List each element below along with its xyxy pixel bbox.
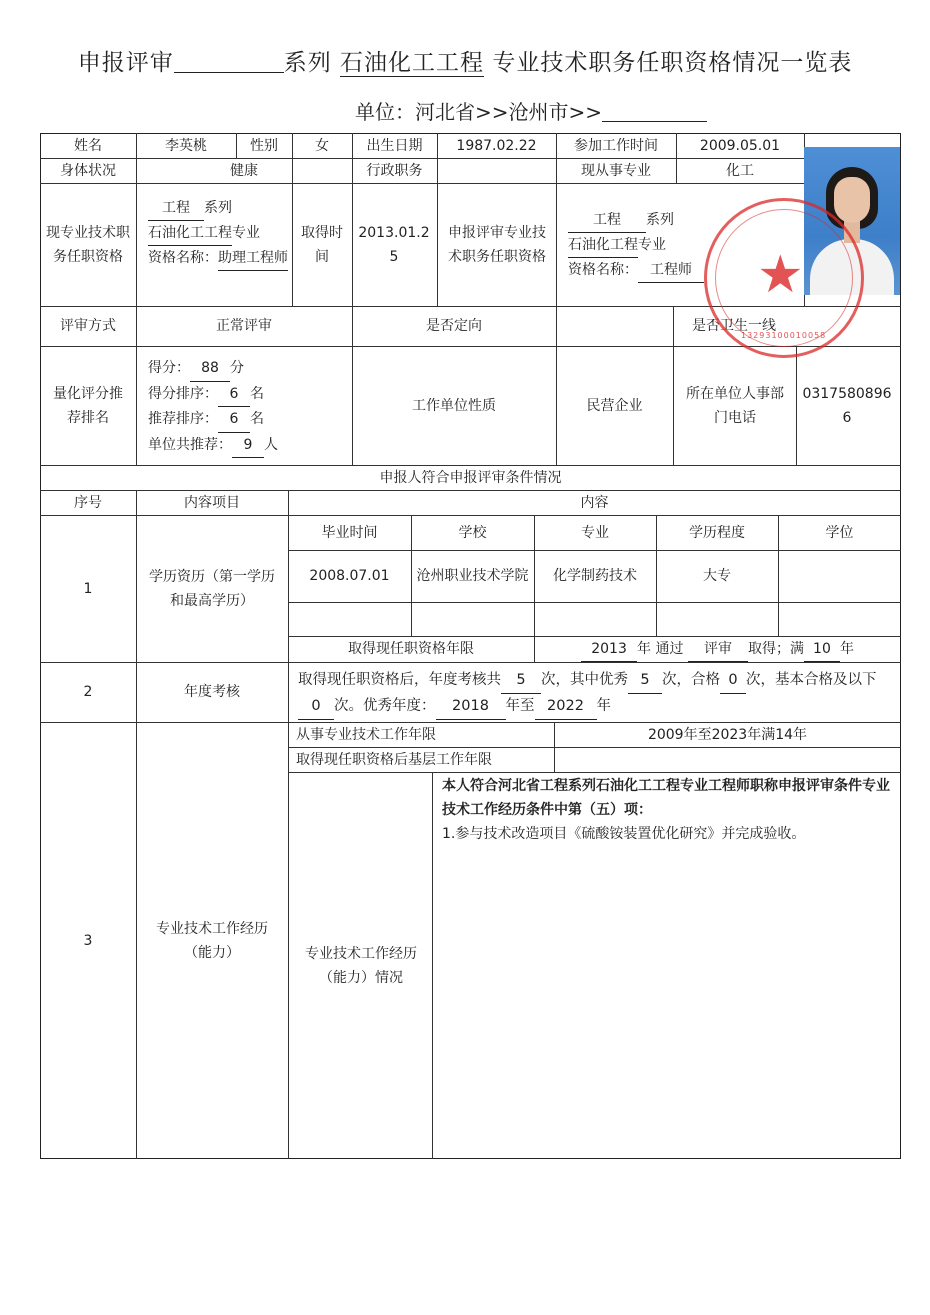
unit-blank (602, 103, 707, 122)
qual-full: 10 (804, 637, 840, 662)
col-no-header: 序号 (74, 494, 102, 511)
unit-line (355, 96, 707, 125)
score-item-label: 得分： (148, 360, 190, 376)
exp-text-2: 1.参与技术改造项目《硫酸铵装置优化研究》并完成验收。 (442, 826, 806, 842)
exp-base-value (554, 747, 901, 772)
exp-no: 3 (83, 932, 93, 949)
col-line (432, 772, 433, 1159)
qual-years-value (534, 636, 901, 662)
admin-post-label: 行政职务 (366, 162, 423, 179)
qual-via: 评审 (688, 637, 748, 662)
annual-excellent: 5 (628, 668, 662, 694)
health-value: 健康 (230, 162, 258, 179)
edu-degree (778, 550, 901, 602)
rec-label: 推荐排序： (148, 411, 218, 427)
qual-eng: 工程 (148, 196, 204, 221)
edu-level: 大专 (703, 568, 731, 584)
seal-number: 13293100010058 (741, 331, 827, 340)
phone-value: 03175808966 (802, 385, 892, 426)
page-title (0, 44, 930, 77)
qual-name: 助理工程师 (218, 246, 288, 271)
qual-get-label: 取得；满 (747, 641, 804, 657)
edu-col-level: 学历程度 (689, 524, 745, 541)
annual-text: 次。优秀年度： (334, 698, 436, 714)
annual-basic: 0 (298, 694, 334, 720)
apply-series: 系列 (646, 212, 674, 228)
current-major-value: 化工 (726, 162, 754, 179)
annual-from: 2018 (436, 694, 506, 720)
qual-year: 2013 (581, 637, 637, 662)
exp-years-label: 从事专业技术工作年限 (296, 726, 436, 743)
admin-post-value (437, 158, 556, 183)
qual-major-suffix: 专业 (232, 225, 260, 241)
frontline-label: 是否卫生一线 (692, 318, 776, 334)
exp-years-value: 2009年至2023年满14年 (647, 726, 808, 743)
total-unit: 人 (264, 436, 278, 453)
edu-no: 1 (83, 580, 93, 597)
col-line (292, 183, 293, 306)
score-label: 量化评分推荐排名 (53, 385, 123, 426)
total-label: 单位共推荐： (148, 436, 232, 453)
title-series: 石油化工工程 (340, 50, 484, 76)
rec-unit: 名 (250, 411, 264, 427)
exp-item: 专业技术工作经历（能力） (156, 920, 268, 961)
annual-text: 取得现任职资格后，年度考核共 (298, 672, 501, 688)
gender-label: 性别 (250, 137, 278, 154)
work-start-label: 参加工作时间 (574, 137, 658, 154)
company-seal (704, 198, 864, 358)
exp-sub-label: 专业技术工作经历（能力）情况 (305, 945, 417, 986)
exp-text-1: 本人符合河北省工程系列石油化工工程专业工程师职称申报评审条件专业技术工作经历条件中第（五）项： (442, 778, 890, 818)
title-part: 专业技术职务任职资格情况一览表 (492, 50, 853, 76)
nature-value: 民营企业 (586, 397, 643, 414)
score-value: 88 (190, 356, 230, 382)
annual-content (290, 668, 900, 720)
edu-major: 化学制药技术 (553, 568, 637, 584)
edu-school: 沧州职业技术学院 (416, 568, 529, 584)
col-content-header: 内容 (580, 494, 609, 511)
row-line (288, 602, 901, 603)
name-value: 李英桃 (165, 137, 207, 154)
score-unit: 分 (230, 360, 244, 376)
qual-full-unit: 年 (839, 641, 854, 657)
rec-value: 6 (218, 407, 250, 433)
phone-label: 所在单位人事部门电话 (686, 385, 784, 426)
edu-item: 学历资历（第一学历和最高学历） (149, 568, 275, 609)
rank-value: 6 (218, 382, 250, 408)
annual-no: 2 (83, 684, 93, 700)
apply-name-label: 资格名称： (568, 262, 638, 278)
score-values (140, 356, 350, 456)
qual-years-label: 取得现任职资格年限 (348, 641, 474, 657)
qual-name-label: 资格名称： (148, 250, 218, 266)
annual-pass: 0 (720, 668, 746, 694)
annual-text: 次，基本合格及以下 (746, 672, 877, 688)
exp-content (434, 774, 896, 874)
current-qual-value (140, 196, 292, 296)
gender-value: 女 (315, 137, 329, 154)
annual-to: 2022 (535, 694, 597, 720)
apply-eng: 工程 (568, 208, 646, 233)
health-label: 身体状况 (60, 162, 116, 179)
annual-item: 年度考核 (184, 684, 240, 700)
directed-label: 是否定向 (426, 318, 482, 334)
unit-label: 单位：河北省>>沧州市>> (355, 100, 603, 124)
col-line (136, 490, 137, 1159)
title-blank (174, 50, 284, 73)
conditions-header: 申报人符合申报评审条件情况 (379, 469, 562, 486)
total-value: 9 (232, 433, 264, 459)
annual-text: 次，其中优秀 (541, 672, 628, 688)
exp-base-label: 取得现任职资格后基层工作年限 (296, 751, 492, 768)
name-label: 姓名 (74, 137, 102, 154)
qual-time-label: 取得时间 (301, 224, 343, 265)
col-item-header: 内容项目 (184, 494, 240, 511)
rank-unit: 名 (250, 385, 264, 402)
annual-total: 5 (501, 668, 541, 694)
nature-label: 工作单位性质 (412, 397, 496, 414)
directed-value (556, 306, 673, 346)
annual-text: 年至 (505, 698, 535, 714)
current-major-label: 现从事专业 (581, 162, 651, 179)
edu-grad-time: 2008.07.01 (309, 568, 390, 584)
seal-star-icon: ★ (757, 245, 804, 305)
annual-text: 年 (596, 698, 611, 714)
review-label: 评审方式 (60, 318, 116, 334)
rank-label: 得分排序： (148, 385, 218, 402)
edu-col-grad-time: 毕业时间 (321, 524, 378, 541)
col-line (796, 346, 797, 465)
title-part: 系列 (283, 50, 332, 76)
qual-series: 系列 (204, 200, 232, 216)
title-part: 申报评审 (77, 50, 174, 76)
apply-major-suffix: 专业 (638, 237, 666, 253)
edu-col-degree: 学位 (825, 524, 854, 541)
edu-col-school: 学校 (458, 524, 487, 541)
annual-text: 次，合格 (662, 672, 720, 688)
work-start-value: 2009.05.01 (699, 137, 781, 154)
qual-major: 石油化工工程 (148, 221, 232, 246)
apply-qual-label: 申报评审专业技术职务任职资格 (448, 224, 546, 265)
photo-face (834, 177, 870, 223)
apply-name: 工程师 (638, 258, 704, 283)
qual-year-unit: 年 通过 (637, 641, 684, 657)
review-value: 正常评审 (216, 318, 272, 334)
current-qual-label: 现专业技术职务任职资格 (46, 224, 130, 265)
edu-col-major: 专业 (581, 524, 609, 541)
apply-major: 石油化工程 (568, 233, 638, 258)
birth-label: 出生日期 (366, 137, 423, 154)
birth-value: 1987.02.22 (456, 137, 537, 154)
qual-time-value: 2013.01.25 (358, 224, 430, 265)
